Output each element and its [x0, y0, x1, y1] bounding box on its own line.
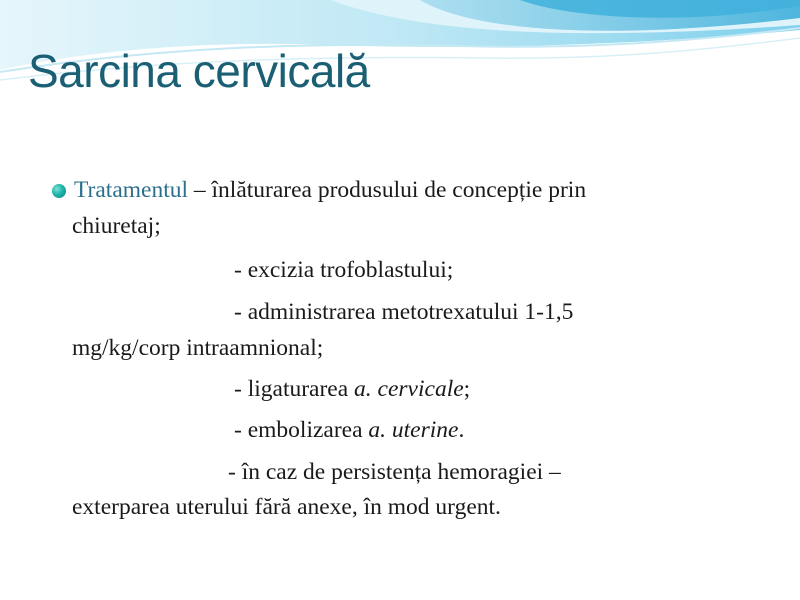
list-item-hemoragie-cont: exterparea uterului fără anexe, în mod urgent.: [72, 494, 501, 520]
item4-post: .: [458, 417, 465, 443]
list-item-excizia: - excizia trofoblastului;: [234, 257, 454, 283]
list-item-hemoragie: - în caz de persistența hemoragiei –: [228, 459, 561, 485]
slide-title: Sarcina cervicală: [28, 45, 370, 97]
bullet-ball-icon: [52, 184, 66, 198]
bullet-intro-line: [74, 177, 586, 204]
list-item-embolizarea: [234, 417, 464, 444]
list-item-metotrexat: - administrarea metotrexatului 1-1,5: [234, 299, 574, 325]
item3-pre: - ligaturarea: [234, 376, 355, 402]
bullet-intro: – înlăturarea produsului de concepție prin: [188, 177, 587, 203]
item3-post: ;: [463, 376, 471, 402]
bullet-intro-cont: chiuretaj;: [72, 213, 161, 239]
item4-pre: - embolizarea: [234, 417, 369, 443]
item4-em: a. uterine: [368, 417, 459, 443]
list-item-ligaturarea: [234, 376, 470, 403]
list-item-metotrexat-cont: mg/kg/corp intraamnional;: [72, 335, 324, 361]
bullet-term: Tratamentul: [74, 177, 189, 203]
item3-em: a. cervicale: [354, 376, 464, 402]
